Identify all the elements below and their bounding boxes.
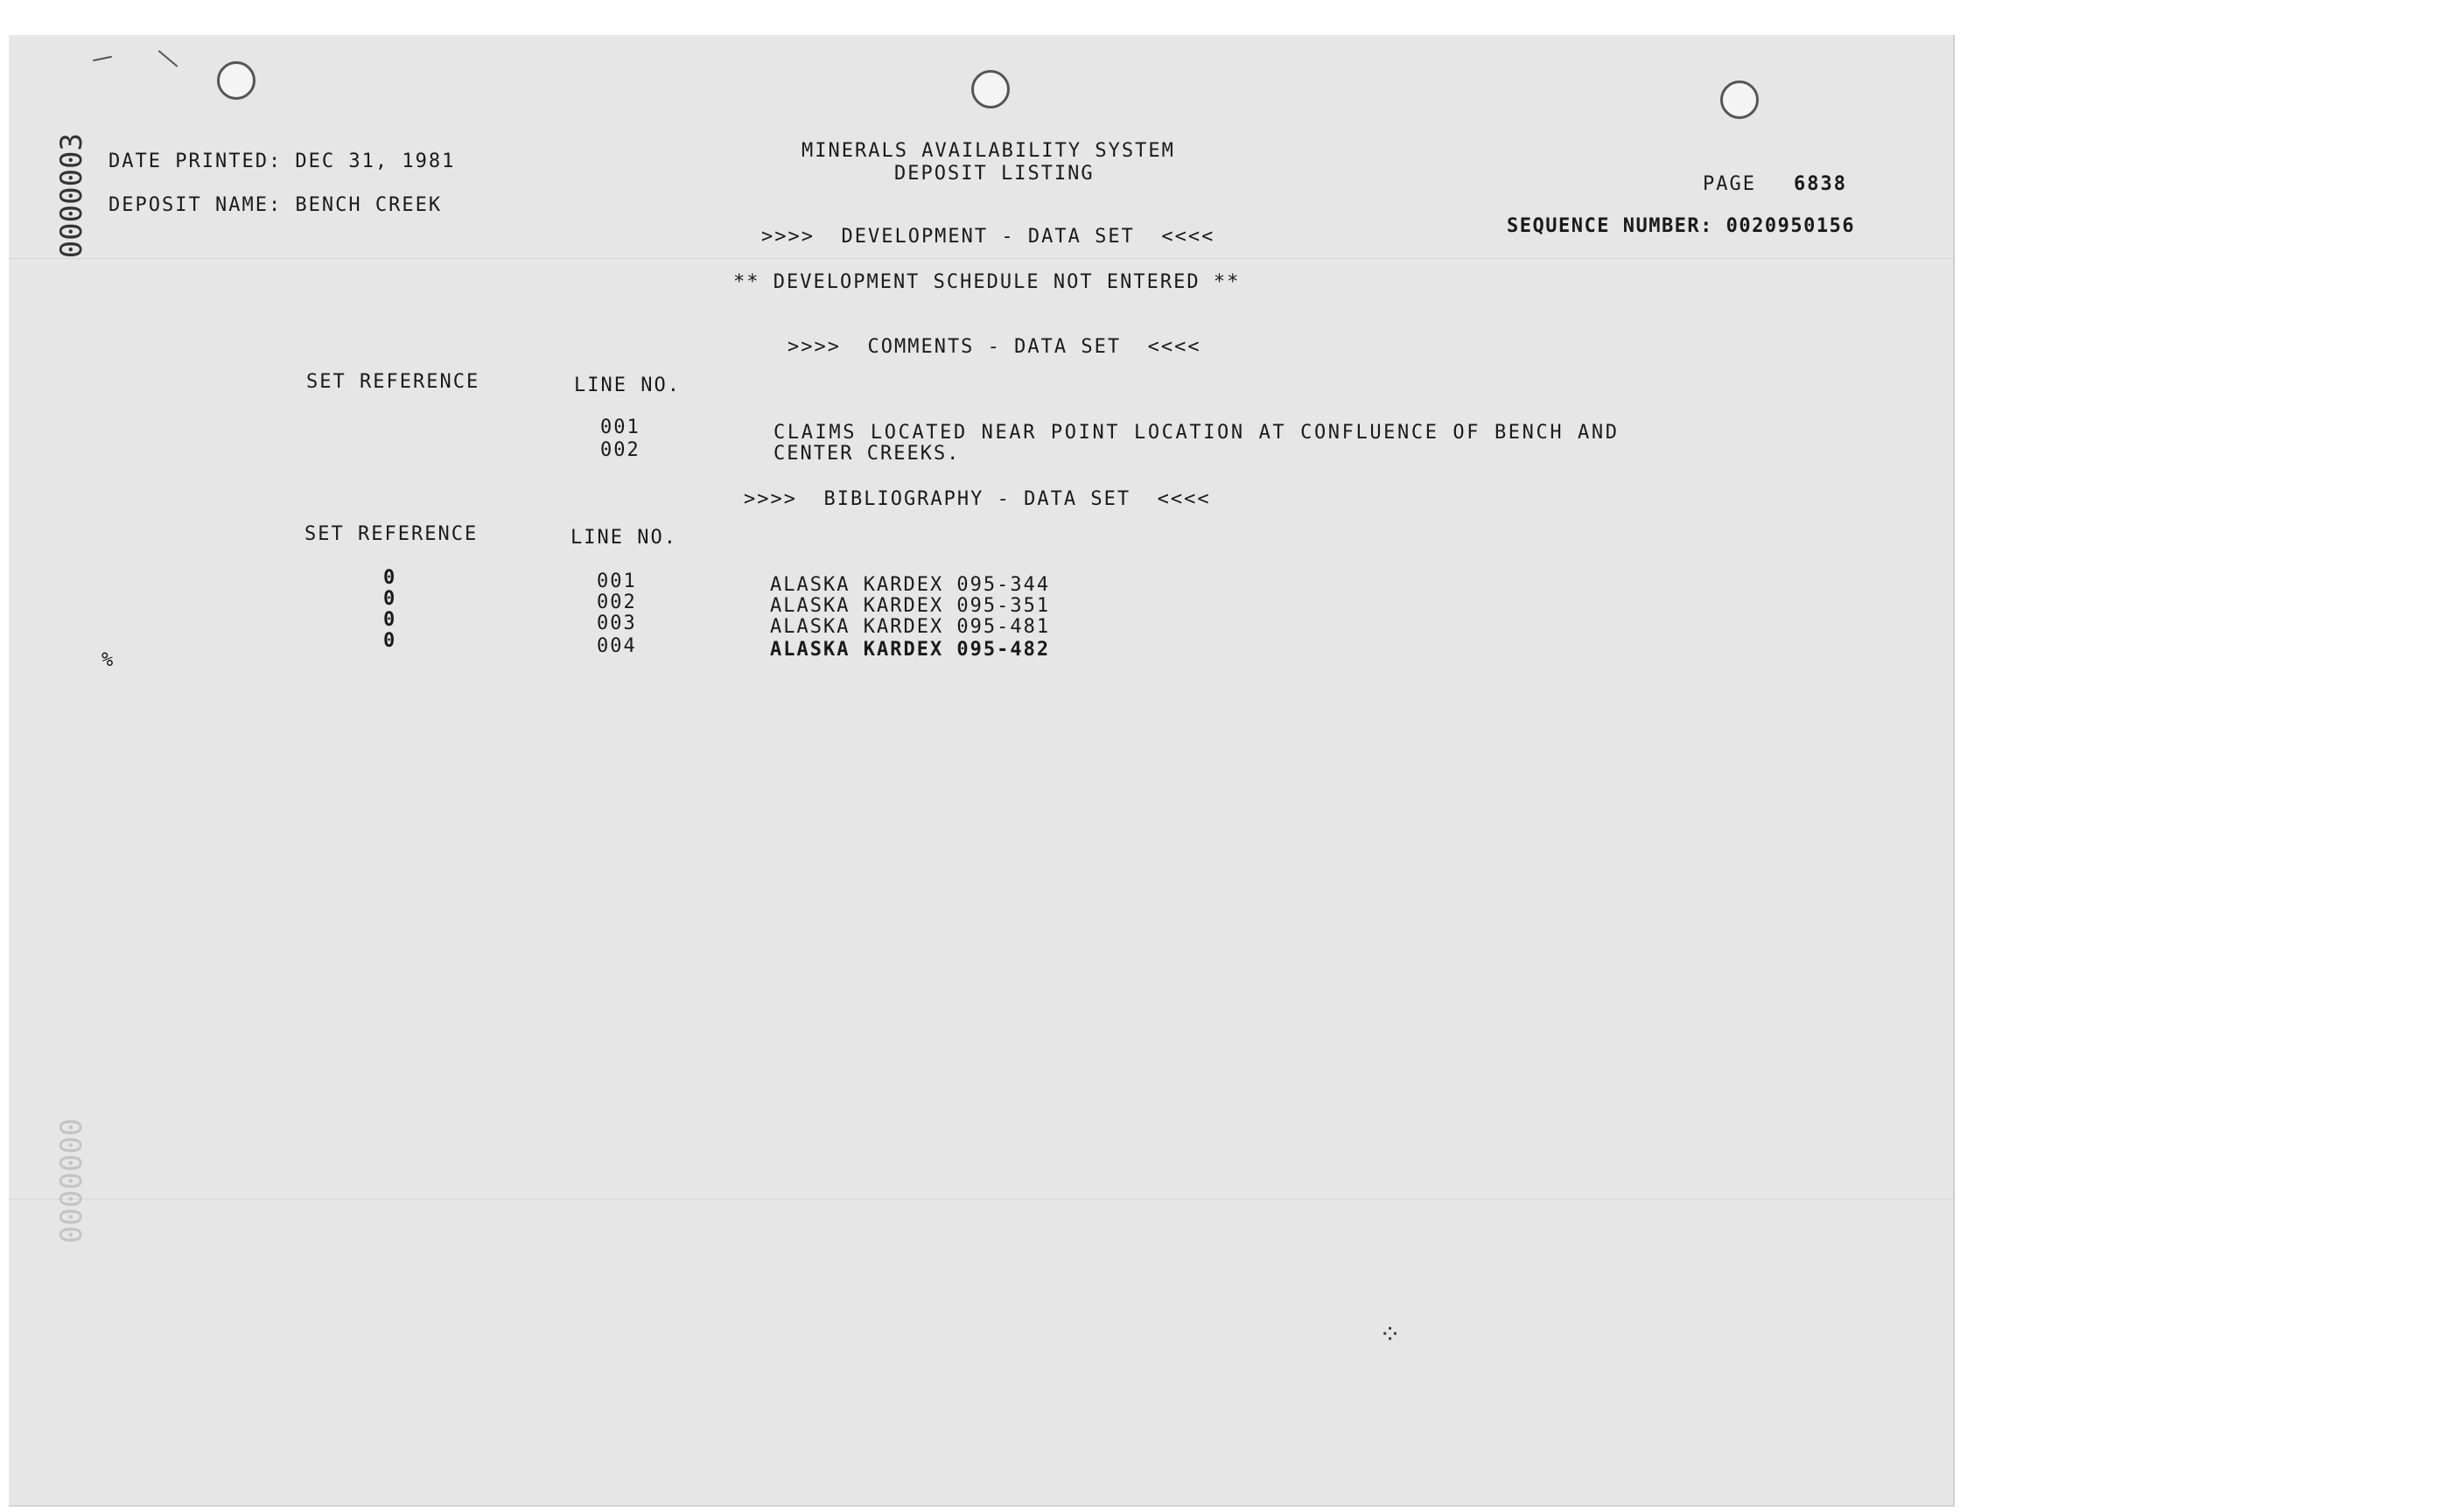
comment-text: CENTER CREEKS. [774,443,961,465]
bibliography-set-reference: 0 [383,609,397,631]
bibliography-set-reference: 0 [383,588,397,610]
bibliography-line-number: 002 [597,592,637,613]
deposit-name: DEPOSIT NAME: BENCH CREEK [108,194,443,216]
bibliography-entry: ALASKA KARDEX 095-351 [770,595,1051,617]
fold-line [9,1199,1953,1200]
end-mark: % [102,649,116,671]
punch-hole-left [217,61,256,100]
bibliography-line-number: 003 [597,612,637,634]
page-number: 6838 [1794,173,1847,195]
bibliography-set-reference: 0 [383,567,397,589]
development-heading: >>>> DEVELOPMENT - DATA SET <<<< [761,226,1215,248]
bibliography-heading: >>>> BIBLIOGRAPHY - DATA SET <<<< [744,488,1211,510]
page-label: PAGE [1703,173,1756,195]
development-note: ** DEVELOPMENT SCHEDULE NOT ENTERED ** [733,271,1241,293]
date-printed: DATE PRINTED: DEC 31, 1981 [108,150,456,172]
bibliography-col-set-reference: SET REFERENCE [304,523,479,545]
bibliography-line-number: 004 [597,635,637,657]
sequence-number: SEQUENCE NUMBER: 0020950156 [1507,215,1856,237]
fold-line [9,258,1953,259]
bibliography-line-number: 001 [597,570,637,592]
bibliography-entry: ALASKA KARDEX 095-344 [770,574,1051,596]
bibliography-col-line-no: LINE NO. [570,527,677,549]
bibliography-entry: ALASKA KARDEX 095-482 [770,639,1051,661]
comment-line-number: 001 [600,416,640,438]
comments-col-set-reference: SET REFERENCE [306,371,480,393]
punch-hole-right [1720,80,1759,119]
punch-hole-center [971,70,1010,108]
system-title: MINERALS AVAILABILITY SYSTEM [802,140,1175,162]
listing-title: DEPOSIT LISTING [894,163,1095,185]
scan-speck: ⁘ [1379,1320,1402,1350]
bibliography-set-reference: 0 [383,630,397,652]
comment-text: CLAIMS LOCATED NEAR POINT LOCATION AT CONFLUENCE OF BENCH AND [774,422,1620,444]
comments-heading: >>>> COMMENTS - DATA SET <<<< [788,336,1201,358]
reference-stamp: 0000003 [54,133,89,259]
bibliography-entry: ALASKA KARDEX 095-481 [770,616,1051,638]
reference-stamp-faint: 0000000 [54,1118,89,1244]
comments-col-line-no: LINE NO. [574,374,681,396]
comment-line-number: 002 [600,439,640,461]
printout-sheet [9,35,1955,1507]
